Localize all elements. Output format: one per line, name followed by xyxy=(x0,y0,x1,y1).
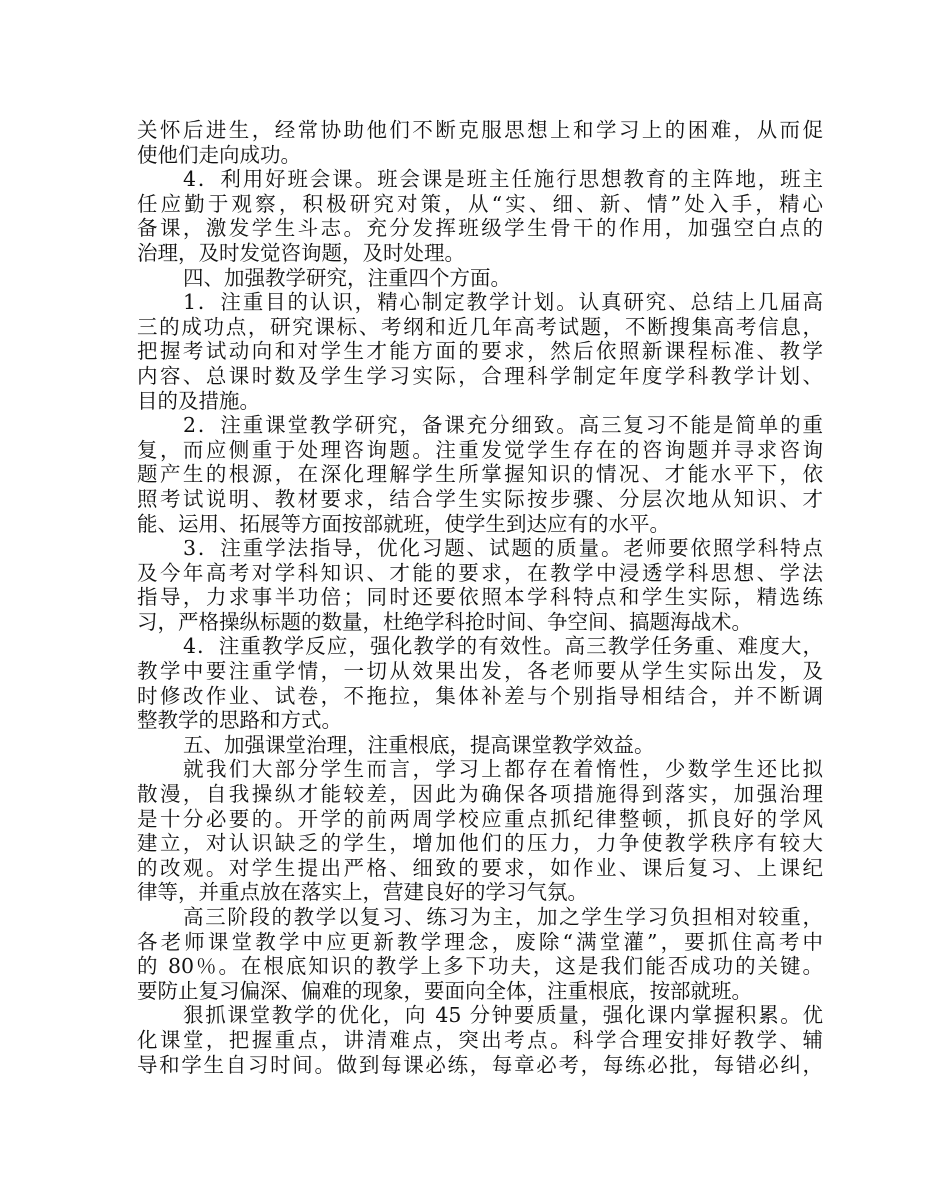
text-line: 1．注重目的认识，精心制定教学计划。认真研究、总结上几届高 xyxy=(183,290,823,315)
text-line: 照考试说明、教材要求，结合学生实际按步骤、分层次地从知识、才 xyxy=(137,486,823,511)
text-line: 化课堂，把握重点，讲清难点，突出考点。科学合理安排好教学、辅 xyxy=(137,1027,823,1052)
text-line: 律等，并重点放在落实上，营建良好的学习气氛。 xyxy=(137,880,588,905)
text-line: 三的成功点，研究课标、考纲和近几年高考试题，不断搜集高考信息， xyxy=(137,314,823,339)
text-line: 高三阶段的教学以复习、练习为主，加之学生学习负担相对较重， xyxy=(183,905,823,929)
text-line: 各老师课堂教学中应更新教学理念，废除“满堂灌”，要抓住高考中 xyxy=(137,929,823,954)
text-line: 散漫，自我操纵才能较差，因此为确保各项措施得到落实，加强治理 xyxy=(137,782,823,807)
text-line: 复，而应侧重于处理咨询题。注重发觉学生存在的咨询题并寻求咨询 xyxy=(137,437,823,462)
text-line: 备课，激发学生斗志。充分发挥班级学生骨干的作用，加强空白点的 xyxy=(137,216,823,241)
text-line: 教学中要注重学情，一切从效果出发，各老师要从学生实际出发，及 xyxy=(137,659,823,684)
text-line: 狠抓课堂教学的优化，向 45 分钟要质量，强化课内掌握积累。优 xyxy=(183,1003,823,1028)
text-line: 导和学生自习时间。做到每课必练，每章必考，每练必批，每错必纠， xyxy=(137,1052,823,1077)
text-line: 关怀后进生，经常协助他们不断克服思想上和学习上的困难，从而促 xyxy=(137,118,823,142)
text-line: 习，严格操纵标题的数量，杜绝学科抢时间、争空间、搞题海战术。 xyxy=(137,609,752,634)
text-line: 是十分必要的。开学的前两周学校应重点抓纪律整顿，抓良好的学风 xyxy=(137,806,823,831)
section-heading: 四、加强教学研究，注重四个方面。 xyxy=(183,265,511,290)
text-line: 任应勤于观察，积极研究对策，从“实、细、新、情”处入手，精心 xyxy=(137,191,823,216)
text-line: 治理，及时发觉咨询题，及时处理。 xyxy=(137,240,465,265)
text-line: 使他们走向成功。 xyxy=(137,142,301,167)
text-line: 2．注重课堂教学研究，备课充分细致。高三复习不能是简单的重 xyxy=(183,413,823,438)
text-line: 4．利用好班会课。班会课是班主任施行思想教育的主阵地，班主 xyxy=(183,167,823,192)
text-line: 时修改作业、试卷，不拖拉，集体补差与个别指导相结合，并不断调 xyxy=(137,683,823,708)
text-line: 3．注重学法指导，优化习题、试题的质量。老师要依照学科特点 xyxy=(183,536,823,561)
text-line: 及今年高考对学科知识、才能的要求，在教学中浸透学科思想、学法 xyxy=(137,560,823,585)
text-line: 4．注重教学反应，强化教学的有效性。高三教学任务重、难度大， xyxy=(183,634,823,659)
section-heading: 五、加强课堂治理，注重根底，提高课堂教学效益。 xyxy=(183,732,655,757)
text-line: 把握考试动向和对学生才能方面的要求，然后依照新课程标准、教学 xyxy=(137,339,823,364)
text-line: 内容、总课时数及学生学习实际，合理科学制定年度学科教学计划、 xyxy=(137,363,823,388)
text-line: 建立，对认识缺乏的学生，增加他们的压力，力争使教学秩序有较大 xyxy=(137,831,823,856)
text-line: 的改观。对学生提出严格、细致的要求，如作业、课后复习、上课纪 xyxy=(137,855,823,880)
text-line: 目的及措施。 xyxy=(137,388,260,413)
text-line: 的 80％。在根底知识的教学上多下功夫，这是我们能否成功的关键。 xyxy=(137,954,823,979)
text-line: 题产生的根源，在深化理解学生所掌握知识的情况、才能水平下，依 xyxy=(137,462,823,487)
text-line: 指导，力求事半功倍；同时还要依照本学科特点和学生实际，精选练 xyxy=(137,585,823,610)
text-line: 要防止复习偏深、偏难的现象，要面向全体，注重根底，按部就班。 xyxy=(137,978,752,1003)
text-line: 能、运用、拓展等方面按部就班，使学生到达应有的水平。 xyxy=(137,511,670,536)
text-line: 就我们大部分学生而言，学习上都存在着惰性，少数学生还比拟 xyxy=(183,757,823,782)
document-body xyxy=(137,118,823,1077)
text-line: 整教学的思路和方式。 xyxy=(137,708,342,733)
